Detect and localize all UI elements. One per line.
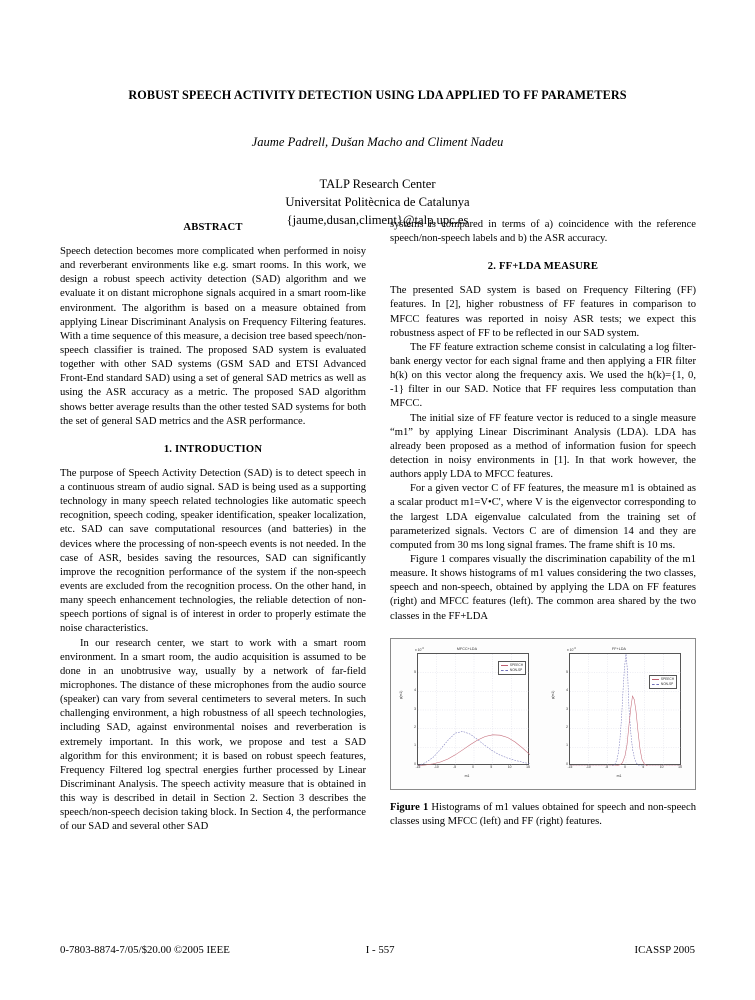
figure-caption-label: Figure 1: [390, 801, 429, 813]
y-scale-exponent-mfcc: -3: [421, 646, 424, 650]
xtick-ff-4: 5: [642, 765, 645, 770]
subplot-ff-lda: [543, 639, 695, 791]
xtick-mfcc-2: -5: [453, 765, 457, 770]
chart-title-ff: FF+LDA: [611, 646, 627, 651]
legend-mfcc: [498, 661, 526, 676]
xtick-ff-6: 15: [678, 765, 682, 770]
affiliation-line-1: TALP Research Center: [319, 176, 436, 191]
xtick-ff-5: 10: [659, 765, 664, 770]
ytick-mfcc-2: 2: [414, 724, 416, 729]
intro-paragraph-2: In our research center, we start to work with a smart room environment. In a smart room, the audio acquisition is assumed to be done in an unobtrusive way, usually by a network of far-field microphones. The distance of these microphones from the audio source (speaker) can vary from several centimeters to several meters. In such challenging environment, a high robustness of all speech technologies, including SAD, against environmental noises and reverberation is extremely important. In this work, we propose and test a SAD algorithm for this environment; it is based on robust speech features, Frequency Filtered log spectral energies further processed by Linear Discriminant Analysis. The speech activity measure that is obtained in this way is described in detail in Section 2. Section 3 describes the speech/non-speech decision taking block. In Section 4, the performance of our SAD and several other SAD: [60, 637, 366, 833]
legend-label-speech-mfcc: SPEECH: [509, 663, 523, 668]
introduction-heading: 1. INTRODUCTION: [163, 443, 263, 455]
legend-swatch-speech-icon: [501, 665, 508, 666]
plot-svg-ff: [570, 654, 682, 766]
xtick-ff-3: 0: [624, 765, 626, 770]
intro-paragraph-1: The purpose of Speech Activity Detection (SAD) is to detect speech in a continuous stream of audio signal. SAD is being used as a supporting technology in many speech related technologies like automatic speech recognition, speech coding, speaker identification, speaker localization, etc. SAD can save computational resources (and batteries) in the devices where the processing of non-speech events is not needed. In the case of ASR, besides saving the resources, SAD can significantly improve the recognition performance of the system if the non-speech events are excluded from the recognition process. On the other hand, in many speech enhancement technologies, the reliable detection of non-speech portions of signal is of interest in order to properly estimate the noise characteristics.: [60, 467, 366, 635]
ytick-ff-5: 5: [566, 669, 568, 674]
ytick-mfcc-1: 1: [414, 743, 416, 748]
figure-image: [390, 638, 696, 790]
xtick-mfcc-3: 0: [472, 765, 474, 770]
figure-1: [390, 624, 696, 829]
section-2-paragraph-5: Figure 1 compares visually the discrimination capability of the m1 measure. It shows histograms of m1 values considering the two classes, speech and non-speech, obtained by applying the LDA on FF features (right) and MFCC features (left). The common area shared by the two classes in the FF+LDA: [390, 553, 696, 622]
legend-label-speech-ff: SPEECH: [660, 677, 674, 682]
footer-page-number: I - 557: [365, 944, 395, 956]
footer-conference: ICASSP 2005: [634, 944, 695, 956]
ytick-mfcc-4: 4: [414, 688, 416, 693]
section-2-paragraph-3: The initial size of FF feature vector is reduced to a single measure “m1” by applying Linear Discriminant Analysis (LDA). LDA has already been proposed as a method of information fusion for speech detection in noisy environments in [1]. In that work however, the authors apply LDA to MFCC features.: [390, 412, 696, 481]
abstract-heading: ABSTRACT: [183, 222, 243, 233]
ytick-ff-2: 2: [566, 724, 568, 729]
x-axis-label-ff: m1: [616, 773, 622, 778]
page-title: ROBUST SPEECH ACTIVITY DETECTION USING LDA APPLIED TO FF PARAMETERS: [128, 88, 627, 102]
left-column: [60, 218, 366, 834]
xtick-mfcc-6: 15: [526, 765, 530, 770]
continued-paragraph: systems is compared in terms of a) coincidence with the reference speech/non-speech labels and b) the ASR accuracy.: [390, 219, 696, 245]
ytick-mfcc-5: 5: [414, 669, 416, 674]
two-column-body: [0, 218, 755, 834]
y-scale-exponent-ff: -3: [573, 646, 576, 650]
ytick-ff-3: 3: [566, 706, 568, 711]
legend-swatch-speech-icon: [652, 679, 659, 680]
author-list: Jaume Padrell, Dušan Macho and Climent Nadeu: [251, 134, 504, 149]
plot-area-mfcc: [414, 653, 530, 770]
xtick-ff-1: -10: [585, 765, 591, 770]
subplot-mfcc-lda: [391, 639, 543, 791]
ytick-ff-1: 1: [566, 743, 568, 748]
section-2-paragraph-1: The presented SAD system is based on Frequency Filtering (FF) features. In [2], higher robustness of FF features in comparison to MFCC features was reported in noisy ASR tests; we expect this robustness aspect of FF to be reflected in our SAD system.: [390, 285, 696, 339]
y-axis-label-mfcc: p(m1): [399, 690, 403, 699]
xtick-mfcc-5: 10: [507, 765, 512, 770]
xtick-mfcc-4: 5: [490, 765, 493, 770]
section-2-heading: 2. FF+LDA MEASURE: [487, 261, 599, 273]
chart-title-mfcc: MFCC+LDA: [456, 646, 478, 651]
ytick-ff-4: 4: [566, 688, 568, 693]
legend-entry-nonsp-mfcc: [501, 668, 523, 673]
footer-isbn: 0-7803-8874-7/05/$20.00 ©2005 IEEE: [60, 944, 230, 956]
legend-label-nonsp-ff: NON-SP: [660, 681, 674, 686]
xtick-ff-2: -5: [605, 765, 609, 770]
section-2-paragraph-2: The FF feature extraction scheme consist in calculating a log filter-bank energy vector for each signal frame and then applying a FIR filter h(k) on this vector along the frequency axis. We used the h(k)={1, 0, -1} filter in our SAD. Notice that FF requires less computation than MFCC.: [390, 341, 696, 410]
legend-ff: [649, 675, 677, 690]
legend-entry-nonsp-ff: [652, 682, 674, 687]
page-footer: [60, 944, 695, 956]
figure-caption: [390, 790, 696, 829]
plot-area-ff: [566, 653, 682, 770]
y-scale-text-ff: x 10: [567, 647, 574, 652]
x-axis-label-mfcc: m1: [464, 773, 470, 778]
legend-swatch-nonsp-icon: [501, 670, 508, 671]
ytick-mfcc-0: 0: [414, 761, 416, 766]
section-2-paragraph-4: For a given vector C of FF features, the measure m1 is obtained as a scalar product m1=V•C', where V is the eigenvector corresponding to the largest LDA eigenvalue calculated from the training set of parameterized signals. Vectors C are of dimension 14 and they are computed from 30 ms long signal frames. The frame shift is 10 ms.: [390, 483, 696, 551]
legend-label-nonsp-mfcc: NON-SP: [509, 667, 523, 672]
affiliation-line-3: {jaume,dusan,climent}@talp.upc.es: [286, 212, 469, 227]
xtick-ff-0: -15: [567, 765, 573, 770]
right-column: [390, 218, 696, 834]
figure-caption-text: Histograms of m1 values obtained for speech and non-speech classes using MFCC (left) and FF (right) features.: [390, 801, 696, 827]
affiliation-line-2: Universitat Politècnica de Catalunya: [285, 194, 470, 209]
xtick-mfcc-0: -15: [415, 765, 421, 770]
ytick-ff-0: 0: [566, 761, 568, 766]
legend-swatch-nonsp-icon: [652, 684, 659, 685]
y-axis-label-ff: p(m1): [551, 690, 555, 699]
xtick-mfcc-1: -10: [433, 765, 439, 770]
y-scale-text-mfcc: x 10: [415, 647, 422, 652]
ytick-mfcc-3: 3: [414, 706, 416, 711]
abstract-paragraph: Speech detection becomes more complicated when performed in noisy and reverberant environments like e.g. smart rooms. In this work, we design a robust speech activity detection (SAD) algorithm and we evaluate it on distant microphone signals acquired in a smart room-like environment. The algorithm is based on a measure obtained from applying Linear Discriminant Analysis on Frequency Filtering features. With a time sequence of this measure, a decision tree based speech/non-speech classifier is trained. The proposed SAD system is evaluated together with other SAD systems (GSM SAD and ETSI Advanced Front-End standard SAD) using a set of general SAD metrics as well as using the ASR accuracy as a metric. The proposed SAD algorithm shows better average results than the other tested SAD systems for both the set of general SAD metrics and the ASR performance.: [60, 246, 366, 427]
